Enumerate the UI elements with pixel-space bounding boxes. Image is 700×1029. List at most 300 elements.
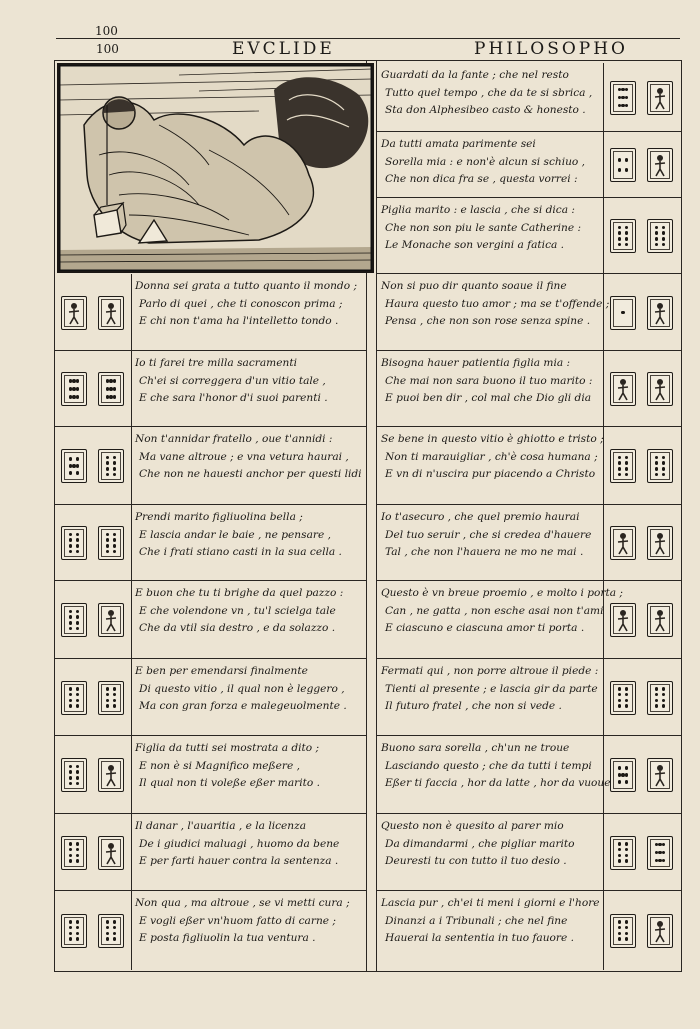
dice-pip [69,610,73,614]
tile-pair [610,148,690,188]
dice-pip [625,704,629,708]
dice-pip [621,773,625,777]
tile-pair [61,296,141,336]
verse-line: Il futuro fratel , che non si vede . [385,700,562,712]
dice-pip [662,859,666,863]
verse-text [381,278,609,331]
right-verse-cell [377,814,681,891]
figure-tile-icon [610,526,636,560]
dice-pip [72,464,76,468]
verse-line: Deuresti tu con tutto il tuo desio . [385,855,567,867]
verse-text [381,67,592,120]
tile-pair [610,603,690,643]
verse-text [135,585,343,638]
dice-pip [618,687,622,691]
tile-divider [603,427,604,504]
dice-pip [618,699,622,703]
verse-line: Io ti farei tre milla sacramenti [135,357,297,369]
header-title-left: EVCLIDE [232,39,335,59]
tile-divider [603,132,604,197]
dice-pip [76,533,80,537]
verse-line: E posta figliuolin la tua ventura . [139,932,316,944]
tile-pair [610,219,690,259]
verse-text [381,895,600,948]
dice-pip [76,610,80,614]
verse-line: E vn di n'uscira pur piacendo a Christo [385,468,596,480]
dice-pip [625,168,629,172]
verse-line: E ciascuno e ciascuna amor ti porta . [385,622,585,634]
verse-line: Io t'asecuro , che quel premio haurai [381,511,580,523]
verse-line: Ma con gran forza e malegeuolmente . [139,700,347,712]
dice-pip [618,920,622,924]
verse-text [135,278,357,331]
dice-pip [106,704,110,708]
tile-pair [610,526,690,566]
dice-pip [625,859,629,863]
dice-pip [69,704,73,708]
right-verse-cell [377,659,681,736]
dice-pip [625,848,629,852]
verse-line: E vogli eßer vn'huom fatto di carne ; [139,914,336,927]
dice-pip [69,926,73,930]
tile-divider [603,505,604,580]
figure-tile-icon [647,526,673,560]
verse-line: E che sara l'honor d'i suoi parenti . [139,392,328,404]
dice-pip [618,243,622,247]
dice-tile-icon [610,449,636,483]
dice-pip [106,473,110,477]
dice-pip [113,937,117,941]
left-verse-cell [55,427,366,505]
tile-divider [603,814,604,890]
verse-line: Donna sei grata a tutto quanto il mondo ; [135,280,358,292]
verse-line: Can , ne gatta , non esche asai non t'ami [385,604,604,617]
page-number-top: 100 [95,24,118,38]
tile-pair [610,372,690,412]
verse-line: E che volendone vn , tu'l scielga tale [139,604,336,617]
dice-pip [618,231,622,235]
dice-pip [655,473,659,477]
dice-tile-icon [61,449,87,483]
dice-pip [69,538,73,542]
verse-line: Che da vtil sia destro , e da solazzo . [139,622,336,634]
verse-line: Tal , che non l'hauera ne mo ne mai . [385,546,584,558]
dice-pip [76,842,80,846]
woodcut-illustration [57,63,374,273]
left-verse-cell [55,581,366,659]
dice-pip [106,456,110,460]
dice-pip [106,467,110,471]
verse-line: Sta don Alphesibeo casto & honesto . [385,104,586,116]
dice-pip [69,544,73,548]
verse-text [381,355,592,408]
dice-pip [625,932,629,936]
figure-tile-icon [98,836,124,870]
verse-line: Non qua , ma altroue , se vi metti cura ; [135,897,350,909]
right-verse-cell [377,63,681,132]
dice-pip [76,615,80,619]
dice-pip [662,456,666,460]
tile-divider [131,427,132,504]
dice-pip [69,693,73,697]
dice-pip [69,782,73,786]
dice-pip [625,467,629,471]
dice-pip [625,687,629,691]
dice-pip [69,533,73,537]
dice-pip [618,766,622,770]
verse-line: Sorella mia : e non'è alcun si schiuo , [385,155,586,168]
dice-pip [618,704,622,708]
verse-line: E per farti hauer contra la sentenza . [139,855,339,867]
dice-pip [618,854,622,858]
dice-tile-icon [647,681,673,715]
verse-text [381,202,581,255]
left-verse-cell [55,351,366,427]
tile-divider [131,351,132,426]
verse-line: Il qual non ti voleße eßer marito . [139,777,320,789]
tile-divider [603,736,604,813]
verse-line: Non si puo dir quanto soaue il fine [381,280,567,292]
tile-divider [131,274,132,350]
dice-pip [618,842,622,846]
figure-tile-icon [647,81,673,115]
figure-tile-icon [647,603,673,637]
dice-pip [76,621,80,625]
verse-text [381,136,585,189]
tile-pair [610,81,690,121]
tile-pair [61,372,141,412]
dice-pip [618,158,622,162]
dice-pip [113,544,117,548]
tile-divider [603,891,604,970]
dice-pip [69,770,73,774]
verse-text [381,431,604,484]
verse-line: Ch'ei si correggera d'un vitio tale , [139,374,326,387]
tile-pair [61,914,141,954]
dice-tile-icon [610,81,636,115]
dice-pip [106,533,110,537]
dice-pip [618,168,622,172]
dice-pip [625,96,629,100]
dice-tile-icon [610,148,636,182]
dice-pip [76,395,80,399]
dice-pip [662,693,666,697]
verse-line: Di questo vitio , il qual non è leggero , [139,682,345,695]
dice-pip [625,473,629,477]
dice-pip [655,467,659,471]
dice-pip [106,544,110,548]
dice-pip [106,693,110,697]
verse-line: Tienti al presente ; e lascia gir da parte [385,682,598,695]
figure-tile-icon [647,914,673,948]
dice-pip [113,687,117,691]
dice-pip [69,627,73,631]
verse-line: Questo è vn breue proemio , e molto i porta ; [381,587,623,599]
verse-line: Ma vane altroue ; e vna vetura haurai , [139,450,349,463]
right-verse-cell [377,736,681,814]
figure-tile-icon [61,296,87,330]
dice-pip [662,687,666,691]
dice-pip [76,693,80,697]
dice-pip [655,693,659,697]
dice-tile-icon [98,372,124,406]
verse-line: Dinanzi a i Tribunali ; che nel fine [385,914,568,927]
dice-pip [618,456,622,460]
dice-pip [106,920,110,924]
verse-line: Che non dica fra se , questa vorrei : [385,173,578,185]
verse-line: Non ti marauigliar , ch'è cosa humana ; [385,450,598,463]
tile-divider [603,659,604,735]
tile-pair [61,526,141,566]
dice-pip [69,848,73,852]
dice-pip [76,464,80,468]
tile-divider [131,659,132,735]
dice-pip [76,770,80,774]
dice-pip [655,456,659,460]
verse-line: E ben per emendarsi finalmente [135,665,308,677]
verse-line: E chi non t'ama ha l'intelletto tondo . [139,315,339,327]
dice-pip [69,615,73,619]
verse-line: Da dimandarmi , che pigliar marito [385,837,575,850]
dice-pip [655,243,659,247]
tile-pair [610,449,690,489]
tile-pair [610,296,690,336]
verse-line: Del tuo seruir , che si credea d'hauere [385,528,592,541]
dice-pip [106,926,110,930]
dice-tile-icon [610,836,636,870]
figure-tile-icon [98,758,124,792]
dice-pip [625,842,629,846]
dice-pip [76,379,80,383]
verse-line: Il danar , l'auaritia , e la licenza [135,820,307,832]
dice-tile-icon [610,914,636,948]
verse-text [381,585,623,638]
tile-divider [131,736,132,813]
figure-tile-icon [98,603,124,637]
right-verse-cell [377,274,681,351]
verse-line: Che mai non sara buono il tuo marito : [385,374,593,387]
dice-pip [106,932,110,936]
dice-pip [625,699,629,703]
verse-line: Hauerai la sententia in tuo fauore . [385,932,574,944]
dice-pip [106,538,110,542]
verse-text [135,431,362,484]
dice-pip [618,859,622,863]
verse-line: Tutto quel tempo , che da te si sbrica , [385,86,593,99]
dice-pip [106,550,110,554]
figure-tile-icon [647,296,673,330]
dice-pip [625,780,629,784]
verse-text [135,740,320,793]
dice-pip [69,776,73,780]
dice-pip [76,859,80,863]
dice-tile-icon [98,914,124,948]
left-verse-cell [55,814,366,891]
dice-tile-icon [98,681,124,715]
verse-line: E buon che tu ti brighe da quel pazzo : [135,587,344,599]
verse-line: Pensa , che non son rose senza spine . [385,315,591,327]
dice-pip [69,621,73,625]
dice-pip [625,231,629,235]
tile-pair [61,449,141,489]
dice-pip [113,467,117,471]
dice-pip [625,237,629,241]
tile-pair [610,914,690,954]
verse-text [381,663,598,716]
tile-divider [131,814,132,890]
right-verse-cell [377,132,681,198]
figure-tile-icon [647,758,673,792]
dice-pip [625,461,629,465]
dice-pip [625,243,629,247]
dice-pip [625,773,629,777]
verse-line: Prendi marito figliuolina bella ; [135,511,303,523]
dice-pip [655,226,659,230]
tile-divider [131,581,132,658]
verse-line: E non è si Magnifico meßere , [139,759,300,772]
dice-pip [113,932,117,936]
dice-pip [655,461,659,465]
dice-pip [662,226,666,230]
verse-line: Se bene in questo vitio è ghiotto e tristo ; [381,433,604,445]
dice-tile-icon [98,526,124,560]
verse-text [381,509,591,562]
left-verse-cell [55,736,366,814]
dice-pip [69,471,73,475]
dice-pip [113,704,117,708]
tile-divider [603,274,604,350]
tile-pair [610,681,690,721]
verse-line: Che i frati stiano casti in la sua cella . [139,546,342,558]
header-title-right: PHILOSOPHO [474,39,628,59]
verse-line: E lascia andar le baie , ne pensare , [139,528,331,541]
dice-pip [625,854,629,858]
dice-pip [618,226,622,230]
dice-pip [76,627,80,631]
verse-line: Piglia marito : e lascia , che si dica : [381,204,575,216]
right-verse-cell [377,198,681,274]
dice-tile-icon [61,372,87,406]
tile-pair [61,758,141,798]
dice-pip [76,457,80,461]
dice-tile-icon [61,758,87,792]
left-verse-cell [55,274,366,351]
tile-divider [603,63,604,131]
dice-pip [76,932,80,936]
left-verse-cell [55,659,366,736]
dice-pip [662,243,666,247]
dice-pip [113,533,117,537]
verse-line: Fermati qui , non porre altroue il piede : [381,665,599,677]
dice-tile-icon [610,758,636,792]
verse-line: E puoi ben dir , col mal che Dio gli dia [385,392,592,404]
dice-pip [69,550,73,554]
dice-pip [113,699,117,703]
verse-line: Che non son piu le sante Catherine : [385,221,582,234]
running-header [56,38,680,61]
dice-pip [76,776,80,780]
dice-tile-icon [61,836,87,870]
dice-tile-icon [61,526,87,560]
tile-pair [610,758,690,798]
dice-pip [69,854,73,858]
dice-tile-icon [610,219,636,253]
dice-pip [69,920,73,924]
verse-text [381,818,575,871]
tile-pair [610,836,690,876]
dice-pip [618,467,622,471]
dice-pip [625,456,629,460]
dice-pip [76,387,80,391]
tile-divider [603,351,604,426]
dice-pip [662,473,666,477]
dice-pip [625,104,629,108]
dice-tile-icon [61,603,87,637]
left-verse-cell [55,891,366,970]
tile-divider [603,581,604,658]
dice-pip [618,780,622,784]
dice-pip [113,550,117,554]
verse-line: Buono sara sorella , ch'un ne troue [381,742,570,754]
dice-pip [76,550,80,554]
verse-line: Questo non è quesito al parer mio [381,820,564,832]
verse-line: Le Monache son vergini a fatica . [385,239,565,251]
figure-tile-icon [647,372,673,406]
verse-text [135,663,347,716]
dice-pip [76,920,80,924]
dice-pip [76,765,80,769]
dice-pip [625,158,629,162]
dice-pip [655,704,659,708]
verse-line: Lasciando questo ; che da tutti i tempi [385,759,592,772]
dice-pip [113,461,117,465]
right-verse-cell [377,581,681,659]
dice-pip [76,544,80,548]
dice-pip [621,311,625,315]
dice-pip [113,693,117,697]
dice-tile-icon [61,681,87,715]
dice-pip [625,937,629,941]
dice-pip [69,457,73,461]
dice-tile-icon [647,219,673,253]
dice-pip [655,231,659,235]
dice-pip [113,926,117,930]
right-verse-cell [377,505,681,581]
dice-pip [76,926,80,930]
dice-pip [625,693,629,697]
verse-line: De i giudici maluagi , huomo da bene [139,837,340,850]
left-verse-cell [55,505,366,581]
verse-line: Haura questo tuo amor ; ma se t'offende ; [385,297,610,310]
dice-pip [655,237,659,241]
dice-tile-icon [610,681,636,715]
dice-pip [69,859,73,863]
dice-pip [625,88,629,92]
verse-text [135,509,342,562]
figure-tile-icon [610,603,636,637]
dice-pip [662,851,666,855]
verse-line: Lascia pur , ch'ei ti meni i giorni e l'hore [381,897,600,909]
dice-pip [113,456,117,460]
dice-tile-icon [61,914,87,948]
verse-line: Non t'annidar fratello , oue t'annidi : [135,433,333,445]
dice-pip [618,932,622,936]
tile-pair [61,836,141,876]
dice-pip [662,231,666,235]
dice-tile-icon [98,449,124,483]
dice-pip [662,467,666,471]
dice-pip [113,395,117,399]
